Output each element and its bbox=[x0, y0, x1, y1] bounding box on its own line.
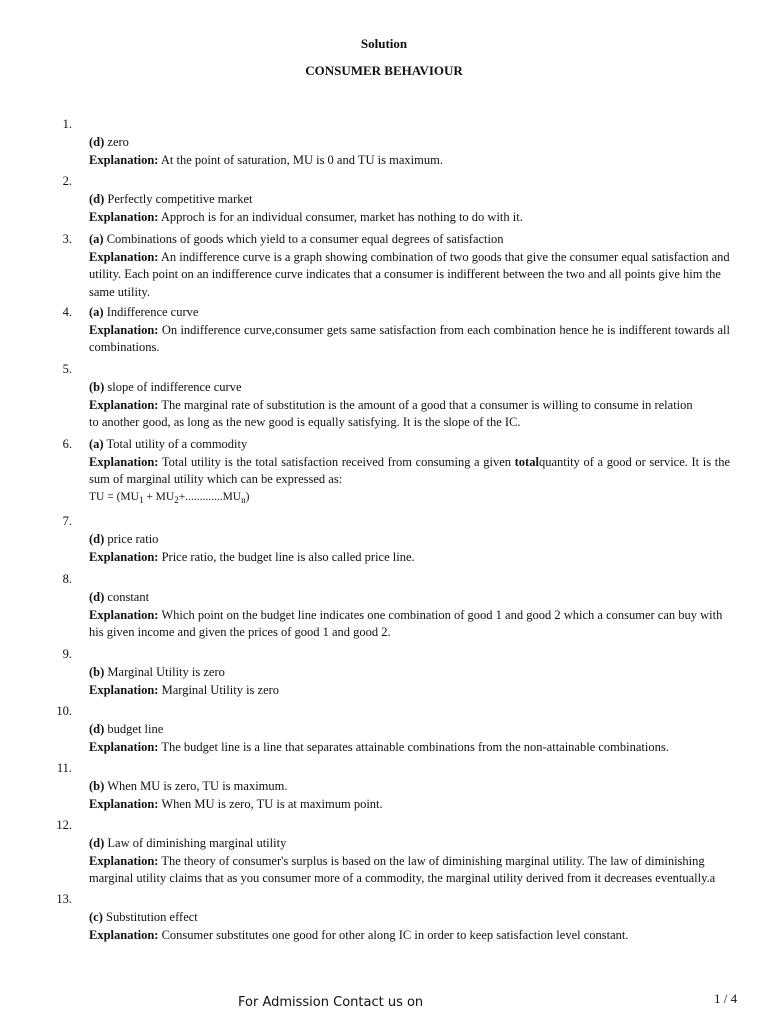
formula-subscript: n bbox=[241, 494, 246, 505]
answer-option: (a) bbox=[89, 232, 104, 246]
explanation-text: Consumer substitutes one good for other along IC in order to keep satisfaction level constant. bbox=[161, 927, 629, 942]
explanation-text: Which point on the budget line indicates one combination of good 1 and good 2 which a consumer can buy with his given income and given the prices of good 1 and good 2. bbox=[89, 607, 723, 639]
explanation-label: Explanation: bbox=[89, 454, 159, 469]
explanation-text: Marginal Utility is zero bbox=[161, 682, 280, 697]
answer-line bbox=[89, 589, 730, 607]
explanation-line bbox=[89, 682, 730, 700]
explanation-label: Explanation: bbox=[89, 607, 159, 622]
explanation-line bbox=[89, 853, 730, 888]
answer-line bbox=[89, 231, 730, 249]
question-number: 10. bbox=[56, 704, 72, 718]
answer-text: Combinations of goods which yield to a consumer equal degrees of satisfaction bbox=[106, 232, 504, 246]
question-number: 1. bbox=[62, 117, 72, 131]
explanation-text: The marginal rate of substitution is the amount of a good that a consumer is willing to consume in relation bbox=[161, 397, 693, 412]
question-number: 13. bbox=[56, 892, 72, 906]
answer-block bbox=[89, 191, 730, 226]
explanation-label: Explanation: bbox=[89, 549, 159, 564]
explanation-emphasis: total bbox=[514, 454, 539, 469]
answer-line bbox=[89, 436, 730, 454]
answer-option: (b) bbox=[89, 380, 105, 394]
answer-option: (d) bbox=[89, 192, 105, 206]
answer-text: budget line bbox=[107, 722, 164, 736]
explanation-label: Explanation: bbox=[89, 739, 159, 754]
answer-text: constant bbox=[107, 590, 150, 604]
formula-subscript: 1 bbox=[138, 494, 144, 505]
explanation-line bbox=[89, 549, 730, 567]
answer-block bbox=[89, 436, 730, 506]
topic-heading: CONSUMER BEHAVIOUR bbox=[305, 63, 463, 78]
answer-line bbox=[89, 721, 730, 739]
solution-heading: Solution bbox=[360, 36, 408, 51]
answer-text: Indifference curve bbox=[106, 305, 199, 319]
explanation-text: quantity of a good or service. It is the sum of marginal utility which can be expressed as: bbox=[89, 454, 730, 486]
explanation-line bbox=[89, 927, 730, 945]
answer-text: Law of diminishing marginal utility bbox=[107, 836, 287, 850]
answer-line bbox=[89, 134, 730, 152]
explanation-line bbox=[89, 454, 730, 489]
explanation-label: Explanation: bbox=[89, 209, 159, 224]
answer-option: (d) bbox=[89, 590, 105, 604]
question-number: 5. bbox=[62, 362, 72, 376]
answer-text: When MU is zero, TU is maximum. bbox=[107, 779, 288, 793]
question-number: 12. bbox=[56, 818, 72, 832]
answer-text: Perfectly competitive market bbox=[107, 192, 253, 206]
answer-option: (b) bbox=[89, 779, 105, 793]
explanation-line bbox=[89, 607, 730, 642]
answer-block bbox=[89, 778, 730, 813]
answer-line bbox=[89, 664, 730, 682]
explanation-line bbox=[89, 796, 730, 814]
formula-part: + MU bbox=[143, 490, 175, 503]
answer-block bbox=[89, 721, 730, 756]
explanation-line bbox=[89, 152, 730, 170]
explanation-line bbox=[89, 739, 730, 757]
answer-text: zero bbox=[107, 135, 129, 149]
answer-line bbox=[89, 909, 730, 927]
answer-block bbox=[89, 231, 730, 301]
question-number: 11. bbox=[56, 761, 72, 775]
question-number: 3. bbox=[62, 232, 72, 246]
question-number: 7. bbox=[62, 514, 72, 528]
formula-part: TU = (MU bbox=[89, 490, 139, 503]
answer-line bbox=[89, 531, 730, 549]
explanation-line bbox=[89, 414, 730, 432]
explanation-text: At the point of saturation, MU is 0 and TU is maximum. bbox=[160, 152, 443, 167]
answer-text: Total utility of a commodity bbox=[106, 437, 248, 451]
question-number: 9. bbox=[62, 647, 72, 661]
answer-text: Marginal Utility is zero bbox=[107, 665, 225, 679]
formula-subscript: 2 bbox=[174, 494, 179, 505]
explanation-line bbox=[89, 209, 730, 227]
footer-contact: For Admission Contact us on bbox=[238, 995, 424, 1010]
explanation-label: Explanation: bbox=[89, 796, 159, 811]
answer-option: (d) bbox=[89, 532, 105, 546]
answer-line bbox=[89, 304, 730, 322]
answer-option: (d) bbox=[89, 722, 105, 736]
answer-block bbox=[89, 304, 730, 357]
explanation-text: to another good, as long as the new good is equally satisfying. It is the slope of the IC. bbox=[89, 415, 521, 429]
explanation-label: Explanation: bbox=[89, 152, 159, 167]
explanation-text: Approch is for an individual consumer, market has nothing to do with it. bbox=[160, 209, 523, 224]
explanation-line bbox=[89, 322, 730, 357]
formula-part: +.............MU bbox=[178, 490, 242, 503]
answer-option: (a) bbox=[89, 305, 104, 319]
answer-line bbox=[89, 835, 730, 853]
explanation-text: The theory of consumer's surplus is based on the law of diminishing marginal utility. The law of diminishing marginal utility claims that as you consumer more of a commodity, the marginal utility derived from it decreases eventually.a bbox=[89, 853, 716, 885]
explanation-line bbox=[89, 397, 730, 415]
answer-text: slope of indifference curve bbox=[107, 380, 242, 394]
question-number: 2. bbox=[62, 174, 72, 188]
question-number: 6. bbox=[62, 437, 72, 451]
answer-option: (c) bbox=[89, 910, 103, 924]
explanation-label: Explanation: bbox=[89, 397, 159, 412]
explanation-text: On indifference curve,consumer gets same satisfaction from each combination hence he is indifferent towards all combinations. bbox=[89, 322, 730, 354]
explanation-text: An indifference curve is a graph showing combination of two goods that give the consumer equal satisfaction and utility. Each point on an indifference curve indicates that a consumer is indifferent between the two and all points give him the same utility. bbox=[89, 249, 730, 299]
answer-option: (d) bbox=[89, 836, 105, 850]
answer-option: (b) bbox=[89, 665, 105, 679]
explanation-text: Price ratio, the budget line is also called price line. bbox=[161, 549, 415, 564]
explanation-label: Explanation: bbox=[89, 249, 159, 264]
explanation-label: Explanation: bbox=[89, 322, 159, 337]
explanation-text: When MU is zero, TU is at maximum point. bbox=[161, 796, 383, 811]
question-number: 4. bbox=[62, 305, 72, 319]
answer-line bbox=[89, 778, 730, 796]
explanation-label: Explanation: bbox=[89, 682, 159, 697]
answer-block bbox=[89, 589, 730, 642]
answer-block bbox=[89, 531, 730, 566]
explanation-label: Explanation: bbox=[89, 927, 159, 942]
answer-option: (a) bbox=[89, 437, 104, 451]
answer-block bbox=[89, 664, 730, 699]
answer-block bbox=[89, 909, 730, 944]
answer-line bbox=[89, 191, 730, 209]
formula-line bbox=[89, 489, 730, 507]
answer-option: (d) bbox=[89, 135, 105, 149]
explanation-text: The budget line is a line that separates attainable combinations from the non-attainable combinations. bbox=[161, 739, 669, 754]
explanation-text: Total utility is the total satisfaction received from consuming a given bbox=[161, 454, 511, 469]
explanation-label: Explanation: bbox=[89, 853, 159, 868]
answer-block bbox=[89, 379, 730, 432]
answer-block bbox=[89, 134, 730, 169]
answer-block bbox=[89, 835, 730, 888]
answer-text: Substitution effect bbox=[106, 910, 198, 924]
answer-text: price ratio bbox=[107, 532, 159, 546]
question-number: 8. bbox=[62, 572, 72, 586]
formula-part: ) bbox=[245, 490, 250, 503]
answer-line bbox=[89, 379, 730, 397]
page-indicator: 1 / 4 bbox=[714, 991, 738, 1006]
explanation-line bbox=[89, 249, 730, 302]
